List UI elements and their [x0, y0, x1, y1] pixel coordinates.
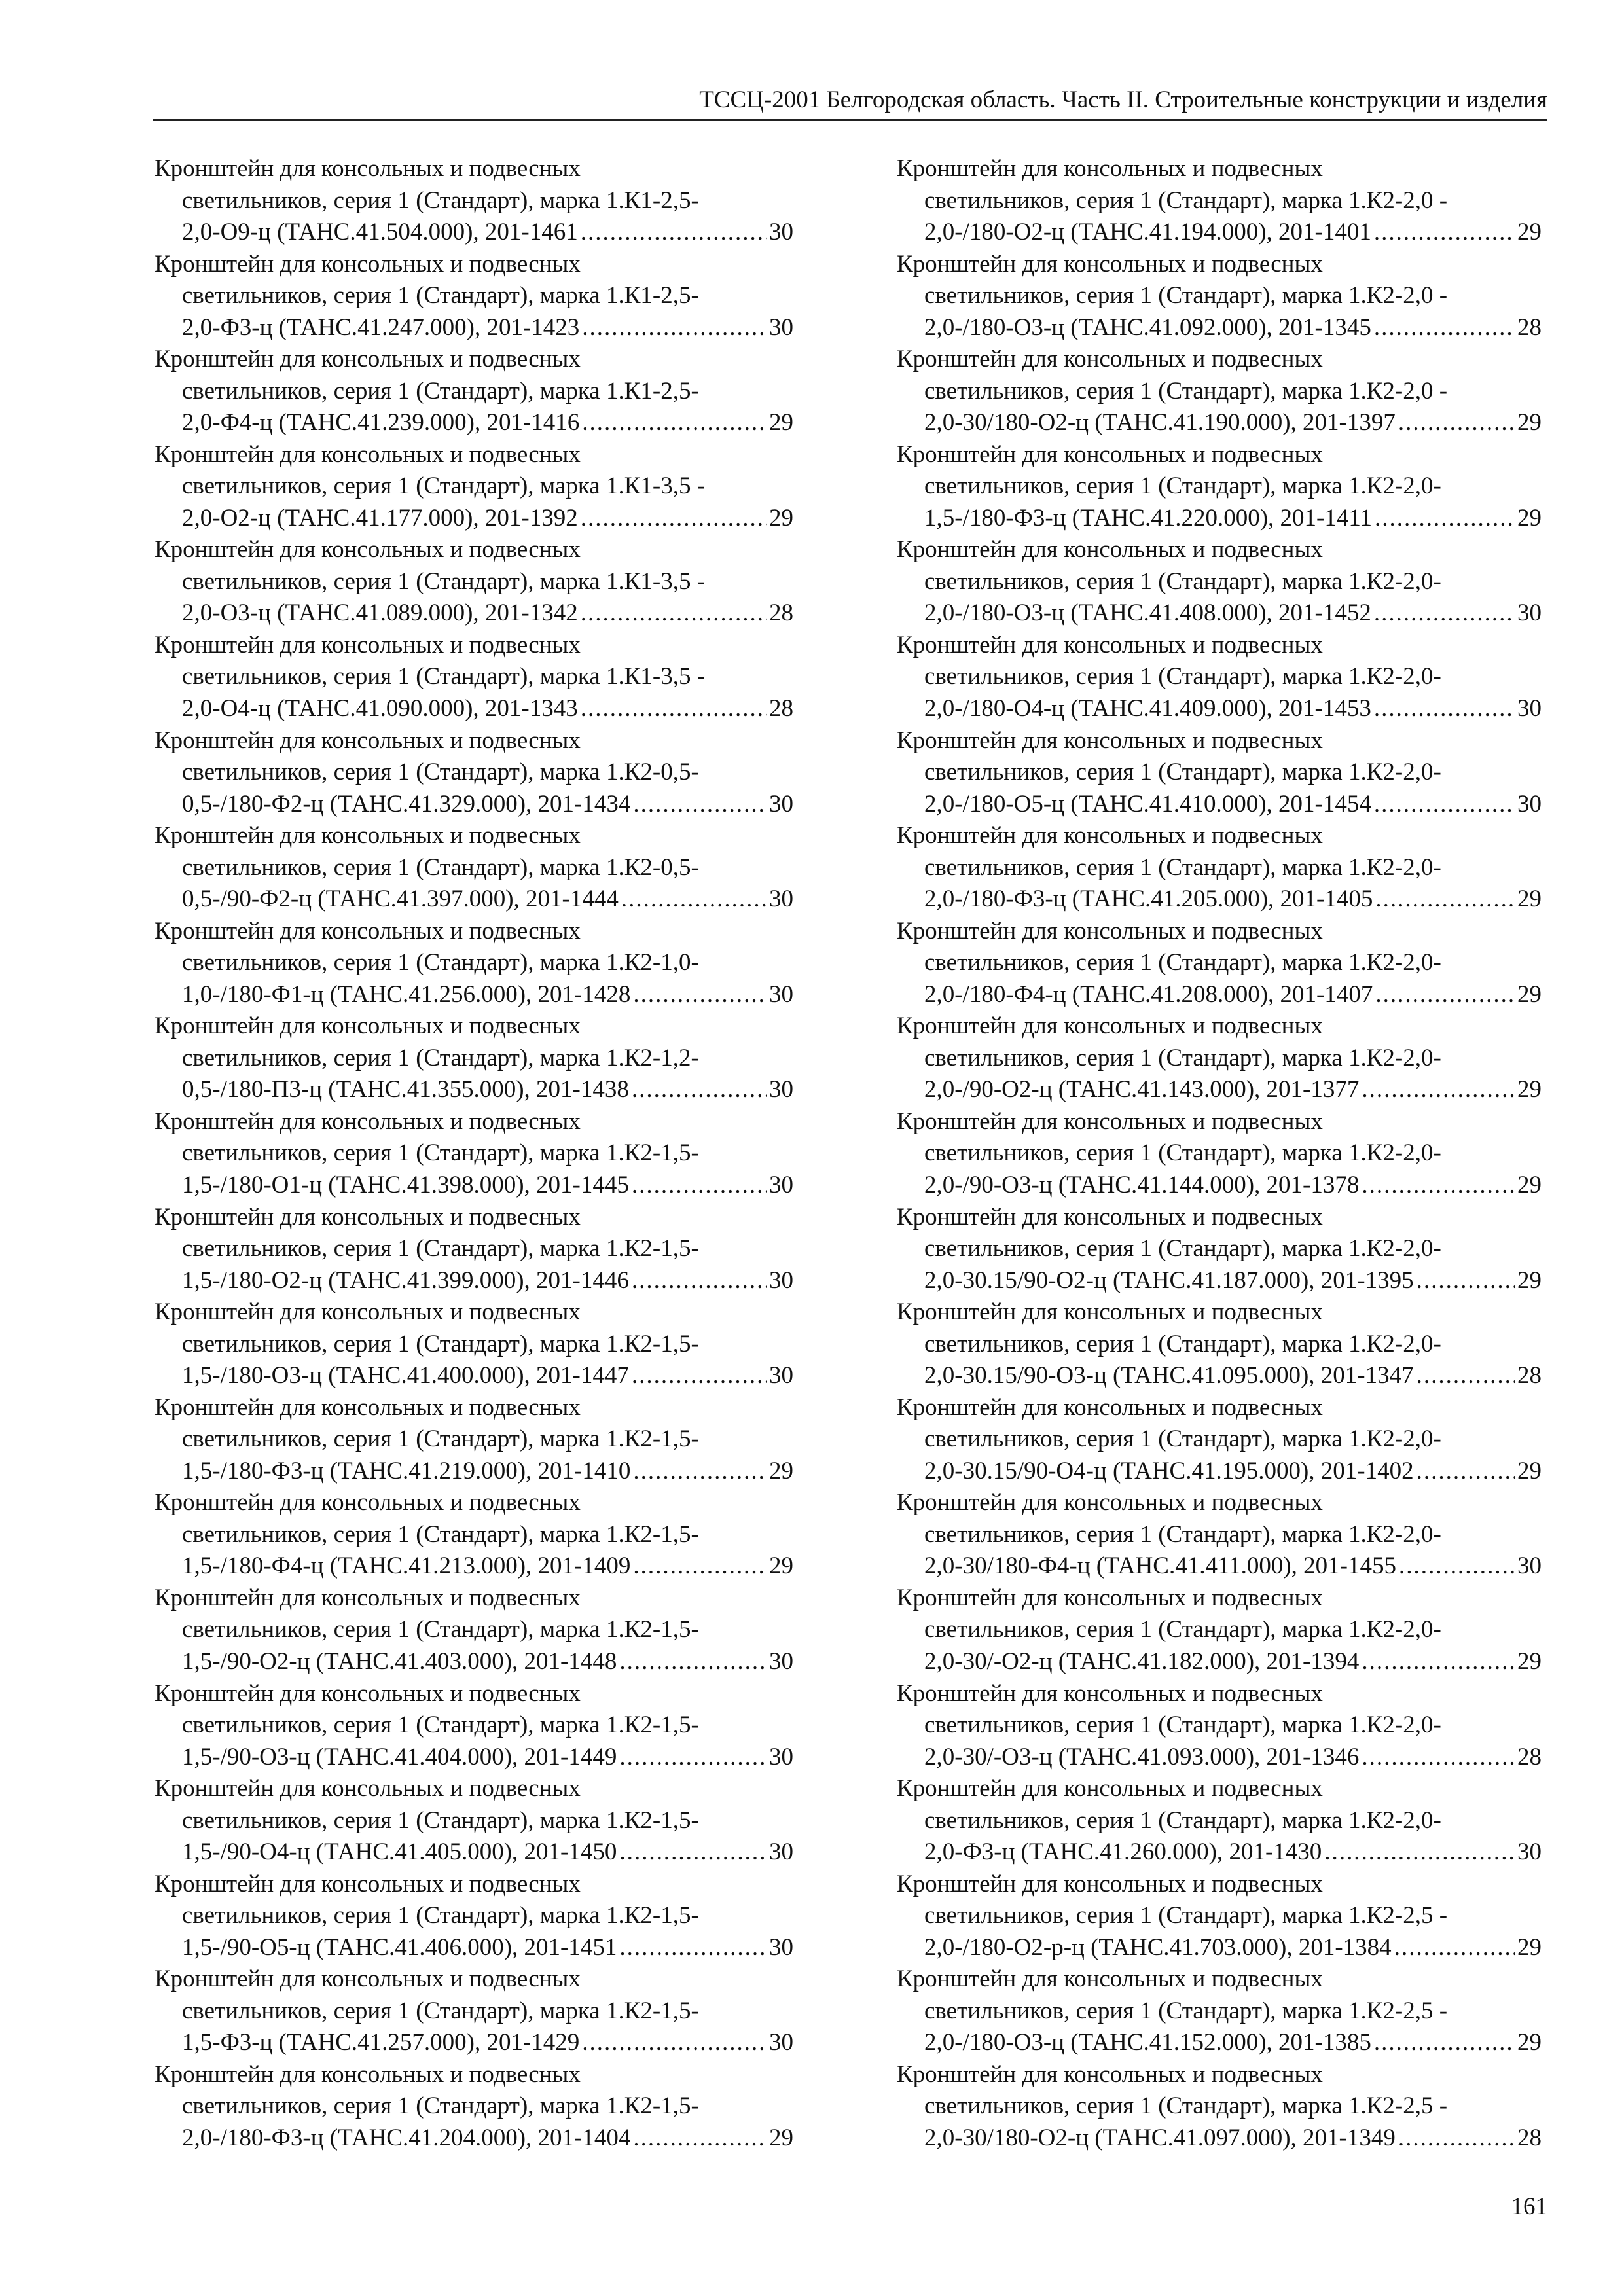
entry-line-2: светильников, серия 1 (Стандарт), марка 1.К2-2,0- [924, 663, 1441, 691]
entry-code: 2,0-О4-ц (ТАНС.41.090.000), 201-1343 [182, 694, 578, 722]
entry-line-2: светильников, серия 1 (Стандарт), марка 1.К2-1,2- [182, 1044, 699, 1071]
index-entry [154, 1869, 793, 1964]
entry-line-2: светильников, серия 1 (Стандарт), марка 1.К2-2,0 - [924, 282, 1448, 310]
entry-code: 0,5-/90-Ф2-ц (ТАНС.41.397.000), 201-1444 [182, 886, 619, 913]
index-entry [154, 725, 793, 821]
index-entry [154, 1392, 793, 1488]
index-entry [897, 534, 1542, 630]
entry-line-3 [154, 1646, 793, 1678]
entry-line-3 [897, 2123, 1542, 2155]
entry-code: 2,0-30/180-О2-ц (ТАНС.41.190.000), 201-1397 [924, 409, 1396, 437]
dot-leader [619, 1932, 767, 1964]
entry-code: 2,0-/180-О3-ц (ТАНС.41.408.000), 201-1452 [924, 600, 1371, 627]
index-entry [897, 439, 1542, 535]
index-entry [897, 153, 1542, 249]
entry-page-ref: 29 [1517, 1457, 1542, 1484]
entry-line-2: светильников, серия 1 (Стандарт), марка 1.К2-2,0- [924, 1806, 1441, 1834]
index-entry [897, 1869, 1542, 1964]
entry-line-2: светильников, серия 1 (Стандарт), марка 1.К2-2,0- [924, 1712, 1441, 1738]
index-entry [154, 153, 793, 249]
entry-line-3 [897, 1742, 1542, 1774]
dot-leader [582, 407, 767, 439]
entry-page-ref: 30 [1517, 1552, 1542, 1580]
entry-line-3 [897, 884, 1542, 916]
entry-code: 2,0-О2-ц (ТАНС.41.177.000), 201-1392 [182, 504, 578, 531]
entry-line-3 [154, 2027, 793, 2059]
dot-leader [633, 979, 767, 1011]
index-entry [154, 344, 793, 439]
dot-leader [1324, 1837, 1515, 1869]
entry-code: 2,0-30/180-Ф4-ц (ТАНС.41.411.000), 201-1455 [924, 1552, 1396, 1580]
dot-leader [1374, 2027, 1515, 2059]
index-entry [154, 630, 793, 725]
dot-leader [621, 884, 767, 916]
entry-line-1: Кронштейн для консольных и подвесных [154, 1203, 581, 1230]
entry-page-ref: 30 [769, 219, 793, 245]
dot-leader [1362, 1742, 1515, 1774]
entry-line-1: Кронштейн для консольных и подвесных [897, 917, 1323, 944]
entry-line-2: светильников, серия 1 (Стандарт), марка 1.К2-2,0- [924, 853, 1441, 881]
entry-code: 2,0-/180-О3-ц (ТАНС.41.092.000), 201-1345 [924, 314, 1371, 341]
dot-leader [632, 1170, 767, 1202]
entry-line-3 [897, 1265, 1542, 1297]
index-entry [154, 1297, 793, 1392]
entry-page-ref: 29 [769, 409, 793, 437]
index-column-right [897, 153, 1542, 2154]
entry-line-2: светильников, серия 1 (Стандарт), марка 1.К2-2,0 - [924, 377, 1448, 404]
entry-page-ref: 29 [769, 1552, 793, 1580]
entry-line-3 [897, 1360, 1542, 1392]
entry-code: 2,0-Ф3-ц (ТАНС.41.247.000), 201-1423 [182, 314, 580, 341]
entry-code: 1,5-/180-Ф3-ц (ТАНС.41.219.000), 201-1410 [182, 1457, 631, 1484]
entry-code: 2,0-О3-ц (ТАНС.41.089.000), 201-1342 [182, 600, 578, 627]
entry-line-1: Кронштейн для консольных и подвесных [897, 1965, 1323, 1993]
index-entry [897, 820, 1542, 916]
entry-page-ref: 29 [1517, 886, 1542, 913]
entry-line-3 [897, 1170, 1542, 1202]
entry-code: 1,5-/90-О2-ц (ТАНС.41.403.000), 201-1448 [182, 1647, 617, 1675]
dot-leader [632, 1265, 767, 1297]
entry-line-3 [897, 598, 1542, 630]
dot-leader [1375, 884, 1515, 916]
entry-line-3 [897, 407, 1542, 439]
entry-code: 2,0-30.15/90-О4-ц (ТАНС.41.195.000), 201-1402 [924, 1457, 1414, 1484]
entry-code: 1,0-/180-Ф1-ц (ТАНС.41.256.000), 201-1428 [182, 980, 631, 1008]
index-column-left [154, 153, 793, 2154]
entry-line-3 [897, 1074, 1542, 1106]
entry-line-3 [897, 979, 1542, 1011]
page-number: 161 [1511, 2193, 1547, 2220]
dot-leader [1399, 1551, 1515, 1583]
entry-line-2: светильников, серия 1 (Стандарт), марка 1.К1-2,5- [182, 187, 699, 214]
entry-line-2: светильников, серия 1 (Стандарт), марка 1.К2-2,0- [924, 1330, 1441, 1357]
entry-code: 1,5-/180-Ф4-ц (ТАНС.41.213.000), 201-1409 [182, 1552, 631, 1580]
entry-line-1: Кронштейн для консольных и подвесных [154, 250, 581, 278]
entry-code: 1,5-/180-О2-ц (ТАНС.41.399.000), 201-1446 [182, 1266, 629, 1294]
entry-line-3 [154, 789, 793, 821]
entry-page-ref: 30 [769, 886, 793, 913]
index-entry [154, 1964, 793, 2059]
entry-page-ref: 30 [1517, 694, 1542, 722]
index-entry [897, 916, 1542, 1011]
entry-code: 2,0-/90-О3-ц (ТАНС.41.144.000), 201-1378 [924, 1171, 1360, 1198]
entry-code: 1,5-Ф3-ц (ТАНС.41.257.000), 201-1429 [182, 2029, 580, 2056]
entry-line-3 [897, 1551, 1542, 1583]
header-title: ТССЦ-2001 Белгородская область. Часть II. Строительные конструкции и изделия [699, 86, 1547, 113]
dot-leader [619, 1742, 767, 1774]
dot-leader [632, 1360, 767, 1392]
entry-page-ref: 28 [1517, 1743, 1542, 1770]
entry-line-1: Кронштейн для консольных и подвесных [154, 631, 581, 658]
dot-leader [1398, 407, 1515, 439]
entry-line-3 [154, 1551, 793, 1583]
dot-leader [1375, 979, 1515, 1011]
entry-page-ref: 30 [1517, 600, 1542, 627]
entry-page-ref: 30 [769, 1362, 793, 1390]
entry-code: 2,0-Ф4-ц (ТАНС.41.239.000), 201-1416 [182, 409, 580, 437]
entry-line-1: Кронштейн для консольных и подвесных [154, 1299, 581, 1326]
index-entry [154, 1487, 793, 1583]
dot-leader [1374, 789, 1515, 821]
entry-line-2: светильников, серия 1 (Стандарт), марка 1.К2-1,5- [182, 1616, 699, 1643]
entry-line-1: Кронштейн для консольных и подвесных [154, 1013, 581, 1040]
entry-page-ref: 29 [1517, 1076, 1542, 1103]
entry-page-ref: 29 [769, 1457, 793, 1484]
entry-line-3 [897, 1932, 1542, 1964]
entry-line-1: Кронштейн для консольных и подвесных [897, 1393, 1323, 1421]
running-header [153, 81, 1547, 121]
entry-page-ref: 30 [769, 1647, 793, 1675]
entry-line-3 [154, 1170, 793, 1202]
index-entry [897, 1678, 1542, 1774]
entry-line-1: Кронштейн для консольных и подвесных [897, 1107, 1323, 1135]
entry-line-3 [154, 1265, 793, 1297]
entry-page-ref: 29 [769, 2124, 793, 2151]
entry-line-1: Кронштейн для консольных и подвесных [154, 440, 581, 468]
entry-line-3 [154, 217, 793, 249]
index-entry [154, 2059, 793, 2155]
entry-line-1: Кронштейн для консольных и подвесных [897, 1299, 1323, 1326]
dot-leader [582, 312, 767, 344]
entry-line-2: светильников, серия 1 (Стандарт), марка 1.К2-2,5 - [924, 1902, 1448, 1929]
dot-leader [582, 2027, 767, 2059]
entry-line-2: светильников, серия 1 (Стандарт), марка 1.К2-1,5- [182, 2092, 699, 2120]
entry-line-2: светильников, серия 1 (Стандарт), марка 1.К2-0,5- [182, 759, 699, 786]
entry-line-2: светильников, серия 1 (Стандарт), марка 1.К2-2,0- [924, 1520, 1441, 1548]
entry-code: 1,5-/180-О1-ц (ТАНС.41.398.000), 201-1445 [182, 1171, 629, 1198]
entry-line-1: Кронштейн для консольных и подвесных [154, 822, 581, 850]
entry-line-1: Кронштейн для консольных и подвесных [897, 1203, 1323, 1230]
entry-line-2: светильников, серия 1 (Стандарт), марка 1.К2-2,0- [924, 473, 1441, 500]
dot-leader [633, 1456, 767, 1488]
entry-page-ref: 29 [1517, 1933, 1542, 1961]
entry-code: 1,5-/180-О3-ц (ТАНС.41.400.000), 201-1447 [182, 1362, 629, 1390]
entry-page-ref: 28 [769, 600, 793, 627]
dot-leader [633, 1551, 767, 1583]
entry-line-2: светильников, серия 1 (Стандарт), марка 1.К2-1,5- [182, 1426, 699, 1453]
entry-page-ref: 30 [1517, 1839, 1542, 1866]
entry-page-ref: 30 [769, 980, 793, 1008]
entry-line-1: Кронштейн для консольных и подвесных [154, 346, 581, 373]
dot-leader [581, 598, 767, 630]
entry-code: 2,0-30.15/90-О3-ц (ТАНС.41.095.000), 201-1347 [924, 1362, 1414, 1390]
entry-line-2: светильников, серия 1 (Стандарт), марка 1.К2-0,5- [182, 853, 699, 881]
entry-line-1: Кронштейн для консольных и подвесных [897, 631, 1323, 658]
index-entry [897, 1773, 1542, 1869]
entry-line-3 [897, 217, 1542, 249]
dot-leader [619, 1837, 767, 1869]
entry-line-1: Кронштейн для консольных и подвесных [897, 1870, 1323, 1897]
entry-line-3 [897, 1456, 1542, 1488]
entry-page-ref: 29 [1517, 504, 1542, 531]
entry-page-ref: 28 [1517, 2124, 1542, 2151]
index-entry [897, 249, 1542, 344]
entry-line-3 [154, 598, 793, 630]
entry-code: 2,0-/180-О2-ц (ТАНС.41.194.000), 201-1401 [924, 219, 1371, 245]
entry-line-2: светильников, серия 1 (Стандарт), марка 1.К1-3,5 - [182, 663, 706, 691]
entry-line-2: светильников, серия 1 (Стандарт), марка 1.К2-2,0- [924, 1235, 1441, 1263]
entry-line-1: Кронштейн для консольных и подвесных [154, 2060, 581, 2088]
entry-line-1: Кронштейн для консольных и подвесных [897, 1775, 1323, 1803]
dot-leader [1416, 1456, 1515, 1488]
dot-leader [1374, 598, 1515, 630]
entry-line-1: Кронштейн для консольных и подвесных [154, 1107, 581, 1135]
dot-leader [581, 693, 767, 725]
dot-leader [1374, 217, 1515, 249]
entry-code: 1,5-/180-Ф3-ц (ТАНС.41.220.000), 201-1411 [924, 504, 1372, 531]
entry-line-1: Кронштейн для консольных и подвесных [897, 726, 1323, 754]
index-entry [154, 1583, 793, 1678]
dot-leader [1398, 2123, 1515, 2155]
entry-page-ref: 30 [769, 1839, 793, 1866]
entry-page-ref: 29 [1517, 409, 1542, 437]
dot-leader [1362, 1646, 1515, 1678]
entry-page-ref: 30 [769, 2029, 793, 2056]
entry-line-1: Кронштейн для консольных и подвесных [897, 822, 1323, 850]
index-entry [897, 1011, 1542, 1106]
entry-line-3 [154, 503, 793, 535]
entry-code: 2,0-/180-Ф4-ц (ТАНС.41.208.000), 201-1407 [924, 980, 1373, 1008]
entry-line-1: Кронштейн для консольных и подвесных [897, 440, 1323, 468]
entry-line-1: Кронштейн для консольных и подвесных [154, 726, 581, 754]
index-entry [897, 1106, 1542, 1202]
entry-line-3 [154, 1456, 793, 1488]
entry-code: 2,0-/90-О2-ц (ТАНС.41.143.000), 201-1377 [924, 1076, 1360, 1103]
entry-code: 2,0-30.15/90-О2-ц (ТАНС.41.187.000), 201-1395 [924, 1266, 1414, 1294]
entry-line-1: Кронштейн для консольных и подвесных [897, 1679, 1323, 1707]
entry-page-ref: 30 [769, 1743, 793, 1770]
entry-code: 1,5-/90-О3-ц (ТАНС.41.404.000), 201-1449 [182, 1743, 617, 1770]
entry-line-3 [897, 312, 1542, 344]
entry-line-1: Кронштейн для консольных и подвесных [897, 1584, 1323, 1611]
dot-leader [619, 1646, 767, 1678]
entry-line-1: Кронштейн для консольных и подвесных [154, 1775, 581, 1803]
entry-line-3 [154, 407, 793, 439]
entry-line-3 [154, 1932, 793, 1964]
entry-page-ref: 29 [1517, 2029, 1542, 2056]
index-entry [154, 916, 793, 1011]
index-entry [154, 820, 793, 916]
dot-leader [1416, 1265, 1515, 1297]
entry-page-ref: 28 [1517, 314, 1542, 341]
entry-line-3 [154, 1360, 793, 1392]
entry-code: 2,0-30/180-О2-ц (ТАНС.41.097.000), 201-1349 [924, 2124, 1396, 2151]
entry-code: 2,0-/180-О5-ц (ТАНС.41.410.000), 201-1454 [924, 790, 1371, 817]
entry-line-3 [154, 979, 793, 1011]
entry-code: 1,5-/90-О5-ц (ТАНС.41.406.000), 201-1451 [182, 1933, 617, 1961]
index-entry [154, 1678, 793, 1774]
entry-line-2: светильников, серия 1 (Стандарт), марка 1.К2-2,0- [924, 1044, 1441, 1071]
dot-leader [581, 217, 767, 249]
index-entry [154, 1202, 793, 1297]
entry-page-ref: 29 [1517, 980, 1542, 1008]
index-entry [897, 1202, 1542, 1297]
entry-page-ref: 30 [769, 790, 793, 817]
entry-line-3 [897, 789, 1542, 821]
entry-line-3 [897, 1646, 1542, 1678]
entry-code: 2,0-30/-О3-ц (ТАНС.41.093.000), 201-1346 [924, 1743, 1360, 1770]
dot-leader [1374, 312, 1515, 344]
entry-line-1: Кронштейн для консольных и подвесных [154, 155, 581, 182]
entry-line-2: светильников, серия 1 (Стандарт), марка 1.К2-1,5- [182, 1712, 699, 1738]
entry-line-2: светильников, серия 1 (Стандарт), марка 1.К2-1,5- [182, 1139, 699, 1167]
entry-line-1: Кронштейн для консольных и подвесных [897, 346, 1323, 373]
dot-leader [1362, 1170, 1515, 1202]
entry-code: 2,0-/180-О2-р-ц (ТАНС.41.703.000), 201-1384 [924, 1933, 1392, 1961]
entry-line-1: Кронштейн для консольных и подвесных [154, 1679, 581, 1707]
entry-line-3 [897, 1837, 1542, 1869]
entry-line-1: Кронштейн для консольных и подвесных [897, 1489, 1323, 1516]
entry-line-1: Кронштейн для консольных и подвесных [154, 1965, 581, 1993]
entry-line-2: светильников, серия 1 (Стандарт), марка 1.К2-2,0- [924, 1426, 1441, 1453]
entry-page-ref: 30 [769, 1933, 793, 1961]
dot-leader [1416, 1360, 1515, 1392]
entry-code: 2,0-Ф3-ц (ТАНС.41.260.000), 201-1430 [924, 1839, 1322, 1866]
entry-line-2: светильников, серия 1 (Стандарт), марка 1.К2-2,0- [924, 949, 1441, 977]
entry-line-2: светильников, серия 1 (Стандарт), марка 1.К2-1,5- [182, 1902, 699, 1929]
dot-leader [633, 789, 767, 821]
entry-code: 2,0-О9-ц (ТАНС.41.504.000), 201-1461 [182, 219, 578, 245]
entry-code: 2,0-30/-О2-ц (ТАНС.41.182.000), 201-1394 [924, 1647, 1360, 1675]
entry-page-ref: 29 [769, 504, 793, 531]
entry-page-ref: 30 [1517, 790, 1542, 817]
entry-line-2: светильников, серия 1 (Стандарт), марка 1.К2-2,0- [924, 1139, 1441, 1167]
index-entry [154, 1011, 793, 1106]
entry-page-ref: 28 [769, 694, 793, 722]
entry-line-1: Кронштейн для консольных и подвесных [897, 250, 1323, 278]
entry-line-2: светильников, серия 1 (Стандарт), марка 1.К2-1,5- [182, 1806, 699, 1834]
entry-line-3 [897, 2027, 1542, 2059]
entry-page-ref: 30 [769, 314, 793, 341]
entry-line-2: светильников, серия 1 (Стандарт), марка 1.К2-2,5 - [924, 1997, 1448, 2024]
entry-line-2: светильников, серия 1 (Стандарт), марка 1.К2-1,5- [182, 1520, 699, 1548]
entry-line-2: светильников, серия 1 (Стандарт), марка 1.К2-2,0- [924, 1616, 1441, 1643]
index-entry [897, 1297, 1542, 1392]
dot-leader [1374, 693, 1515, 725]
entry-line-1: Кронштейн для консольных и подвесных [154, 1870, 581, 1897]
entry-line-1: Кронштейн для консольных и подвесных [897, 1013, 1323, 1040]
index-entry [897, 2059, 1542, 2155]
entry-line-2: светильников, серия 1 (Стандарт), марка 1.К2-1,5- [182, 1235, 699, 1263]
entry-line-1: Кронштейн для консольных и подвесных [154, 1584, 581, 1611]
entry-line-1: Кронштейн для консольных и подвесных [897, 536, 1323, 564]
entry-line-3 [154, 1837, 793, 1869]
entry-line-2: светильников, серия 1 (Стандарт), марка 1.К2-1,5- [182, 1330, 699, 1357]
entry-page-ref: 28 [1517, 1362, 1542, 1390]
entry-page-ref: 30 [769, 1171, 793, 1198]
entry-line-3 [154, 312, 793, 344]
entry-line-2: светильников, серия 1 (Стандарт), марка 1.К1-2,5- [182, 377, 699, 404]
entry-code: 1,5-/90-О4-ц (ТАНС.41.405.000), 201-1450 [182, 1839, 617, 1866]
entry-line-1: Кронштейн для консольных и подвесных [897, 2060, 1323, 2088]
entry-code: 0,5-/180-П3-ц (ТАНС.41.355.000), 201-1438 [182, 1076, 629, 1103]
entry-line-3 [154, 884, 793, 916]
entry-line-1: Кронштейн для консольных и подвесных [897, 155, 1323, 182]
entry-line-3 [897, 693, 1542, 725]
entry-line-1: Кронштейн для консольных и подвесных [154, 1489, 581, 1516]
dot-leader [633, 2123, 767, 2155]
entry-line-2: светильников, серия 1 (Стандарт), марка 1.К1-3,5 - [182, 473, 706, 500]
dot-leader [1394, 1932, 1515, 1964]
index-entry [897, 630, 1542, 725]
entry-page-ref: 30 [769, 1076, 793, 1103]
dot-leader [632, 1074, 767, 1106]
entry-line-2: светильников, серия 1 (Стандарт), марка 1.К1-2,5- [182, 282, 699, 310]
index-entry [897, 725, 1542, 821]
entry-page-ref: 30 [769, 1266, 793, 1294]
index-entry [154, 439, 793, 535]
entry-code: 2,0-/180-О4-ц (ТАНС.41.409.000), 201-1453 [924, 694, 1371, 722]
entry-line-2: светильников, серия 1 (Стандарт), марка 1.К2-1,0- [182, 949, 699, 977]
entry-line-3 [154, 1742, 793, 1774]
index-entry [897, 1487, 1542, 1583]
entry-line-3 [154, 1074, 793, 1106]
entry-line-1: Кронштейн для консольных и подвесных [154, 917, 581, 944]
entry-line-2: светильников, серия 1 (Стандарт), марка 1.К2-1,5- [182, 1997, 699, 2024]
index-entry [154, 534, 793, 630]
entry-code: 2,0-/180-Ф3-ц (ТАНС.41.204.000), 201-1404 [182, 2124, 631, 2151]
entry-line-1: Кронштейн для консольных и подвесных [154, 1393, 581, 1421]
entry-code: 2,0-/180-О3-ц (ТАНС.41.152.000), 201-1385 [924, 2029, 1371, 2056]
entry-line-2: светильников, серия 1 (Стандарт), марка 1.К2-2,0 - [924, 187, 1448, 214]
entry-line-3 [897, 503, 1542, 535]
dot-leader [1375, 503, 1515, 535]
entry-code: 2,0-/180-Ф3-ц (ТАНС.41.205.000), 201-1405 [924, 886, 1373, 913]
entry-code: 0,5-/180-Ф2-ц (ТАНС.41.329.000), 201-1434 [182, 790, 631, 817]
entry-line-1: Кронштейн для консольных и подвесных [154, 536, 581, 564]
entry-page-ref: 29 [1517, 1171, 1542, 1198]
index-entry [897, 1392, 1542, 1488]
entry-page-ref: 29 [1517, 219, 1542, 245]
entry-line-2: светильников, серия 1 (Стандарт), марка 1.К1-3,5 - [182, 567, 706, 595]
dot-leader [581, 503, 767, 535]
entry-line-3 [154, 2123, 793, 2155]
entry-page-ref: 29 [1517, 1266, 1542, 1294]
entry-line-2: светильников, серия 1 (Стандарт), марка 1.К2-2,0- [924, 759, 1441, 786]
index-entry [897, 344, 1542, 439]
entry-line-2: светильников, серия 1 (Стандарт), марка 1.К2-2,0- [924, 567, 1441, 595]
index-entry [154, 1773, 793, 1869]
entry-line-2: светильников, серия 1 (Стандарт), марка 1.К2-2,5 - [924, 2092, 1448, 2120]
index-entry [897, 1583, 1542, 1678]
entry-page-ref: 29 [1517, 1647, 1542, 1675]
entry-line-3 [154, 693, 793, 725]
index-entry [897, 1964, 1542, 2059]
index-entry [154, 1106, 793, 1202]
dot-leader [1362, 1074, 1515, 1106]
index-entry [154, 249, 793, 344]
